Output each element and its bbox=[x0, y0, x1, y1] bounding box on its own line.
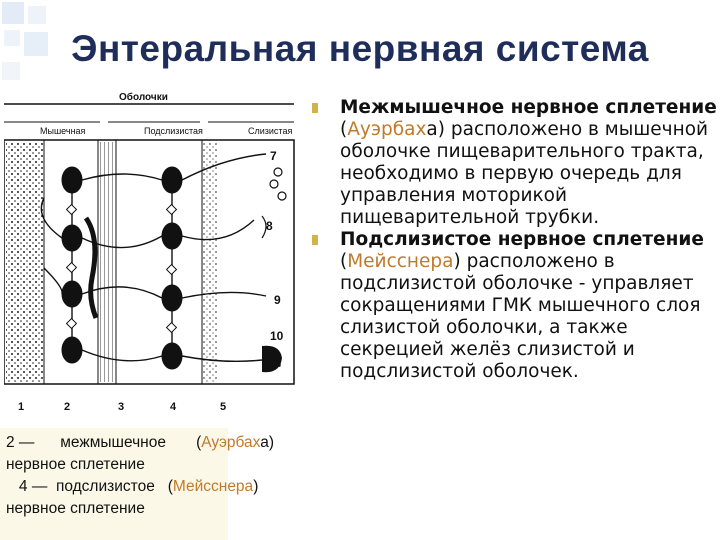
figure-header: Оболочки bbox=[119, 92, 168, 103]
bullet-marker bbox=[312, 103, 318, 113]
figure-number-6: 6 bbox=[66, 237, 73, 251]
caption-text: а) bbox=[260, 434, 275, 451]
layer-label-mucosa: Слизистая bbox=[248, 126, 293, 136]
figure-number-2: 2 bbox=[64, 401, 71, 413]
caption-text: 4 — подслизистое ( bbox=[6, 478, 173, 495]
bullet-marker bbox=[312, 235, 318, 245]
figure-caption bbox=[6, 432, 316, 520]
auerbach-link[interactable]: Ауэрбах bbox=[201, 434, 261, 451]
figure-number-3: 3 bbox=[118, 401, 125, 413]
caption-line-1 bbox=[6, 432, 316, 454]
bullet-text: расположено в мышечной оболочке пищеварительного тракта, необходимо в первую очередь для управления моторикой пищеварительной трубки. bbox=[340, 119, 709, 228]
figure-number-8: 8 bbox=[266, 219, 273, 233]
figure-number-5: 5 bbox=[220, 401, 227, 413]
auerbach-link[interactable]: Ауэрбах bbox=[347, 119, 427, 140]
caption-line-4: нервное сплетение bbox=[6, 500, 145, 517]
caption-text: 2 — межмышечное ( bbox=[6, 434, 202, 451]
bullet-item-myenteric bbox=[312, 97, 717, 229]
figure-number-4: 4 bbox=[170, 401, 177, 413]
figure-number-7: 7 bbox=[270, 149, 277, 163]
caption-line-3 bbox=[6, 476, 316, 498]
bullet-item-submucosal bbox=[312, 229, 717, 383]
layer-label-muscular: Мышечная bbox=[40, 126, 86, 136]
bullet-text: ( bbox=[340, 119, 348, 140]
figure-number-1: 1 bbox=[18, 401, 25, 413]
enteric-plexus-figure bbox=[4, 88, 310, 416]
bullet-text: расположено в подслизистой оболочке - управляет сокращениями ГМК мышечного слоя слизистой оболочки, а также секрецией желёз слизистой и подслизистой оболочек. bbox=[340, 251, 701, 382]
bullet-list bbox=[312, 97, 717, 383]
figure-number-10: 10 bbox=[270, 329, 284, 343]
bullet-text: ) bbox=[453, 251, 461, 272]
layer-label-submucosa: Подслизистая bbox=[144, 126, 203, 136]
meissner-link[interactable]: Мейсснера bbox=[347, 251, 454, 272]
figure-number-9: 9 bbox=[274, 293, 281, 307]
meissner-link[interactable]: Мейсснера bbox=[172, 478, 254, 495]
bullet-heading: Подслизистое нервное сплетение bbox=[340, 229, 704, 250]
bullet-text: а) bbox=[426, 119, 445, 140]
bullet-text: ( bbox=[340, 251, 348, 272]
bullet-heading: Межмышечное нервное сплетение bbox=[340, 97, 717, 118]
caption-line-2: нервное сплетение bbox=[6, 456, 145, 473]
caption-text: ) bbox=[253, 478, 259, 495]
page-title: Энтеральная нервная система bbox=[71, 28, 649, 69]
